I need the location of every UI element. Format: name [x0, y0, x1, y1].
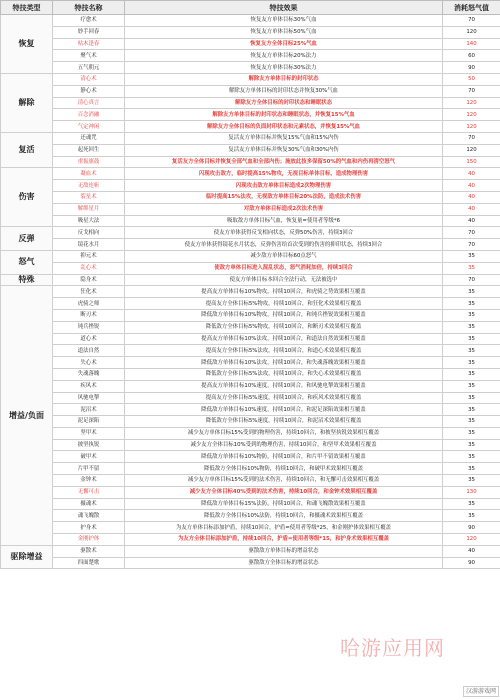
skill-effect-cell: 减少友方全体目标40%受到的法术伤害，持续10回合，和金钟术效果相互覆盖	[125, 486, 443, 498]
skill-effect-cell: 提高友方全体目标5%法攻，持续10回合，和道心术效果相互覆盖	[125, 345, 443, 357]
skill-name-cell: 隐身术	[53, 274, 125, 286]
table-row	[1, 345, 500, 357]
skill-cost-cell: 70	[443, 274, 500, 286]
table-row	[1, 274, 500, 286]
table-row	[1, 109, 500, 121]
skill-cost-cell: 140	[443, 38, 500, 50]
table-row	[1, 73, 500, 85]
category-cell: 解除	[1, 73, 53, 132]
table-row	[1, 203, 500, 215]
skill-cost-cell: 90	[443, 522, 500, 534]
skill-cost-cell: 40	[443, 180, 500, 192]
skill-effect-cell: 复活友方单体目标并恢复15%气血和15%内伤	[125, 132, 443, 144]
skill-effect-cell: 降低敌方单体目标15%法防，持续10回合，和魂飞魄散效果相互覆盖	[125, 498, 443, 510]
skill-effect-cell: 闪现攻击敌方，临时提高15%物攻，无视目标单体目标，造成物理伤害	[125, 168, 443, 180]
skill-name-cell: 无敌连斩	[53, 180, 125, 192]
table-row	[1, 97, 500, 109]
table-row	[1, 215, 500, 227]
table-row	[1, 26, 500, 38]
skill-name-cell: 聚气术	[53, 50, 125, 62]
table-row	[1, 510, 500, 522]
table-row	[1, 180, 500, 192]
table-row	[1, 439, 500, 451]
skill-effect-cell: 使友方单体目标本回合全法行动，无法被选中	[125, 274, 443, 286]
table-row	[1, 191, 500, 203]
table-row	[1, 227, 500, 239]
table-row	[1, 15, 500, 27]
skill-effect-cell: 降低敌方全体目标10%法防，持续10回合，和摄魂术效果相互覆盖	[125, 510, 443, 522]
table-row	[1, 557, 500, 569]
skill-name-cell: 气定神闲	[53, 121, 125, 133]
table-row	[1, 534, 500, 546]
skill-effect-cell: 解除友方单体目标的封印状态和睡眠状态，并恢复15%气血	[125, 109, 443, 121]
skill-name-cell: 失心术	[53, 357, 125, 369]
table-row	[1, 368, 500, 380]
skill-effect-cell: 恢复友方单体目标20%法力	[125, 50, 443, 62]
skill-name-cell: 抑元术	[53, 250, 125, 262]
skill-name-cell: 驱散术	[53, 545, 125, 557]
header-row	[1, 1, 500, 15]
skill-effect-cell: 使友方单体获得反戈相向状态，反弹50%伤害，持续3回合	[125, 227, 443, 239]
skill-effect-cell: 降低敌方全体目标5%物攻，持续10回合，和断刃术效果相互覆盖	[125, 321, 443, 333]
category-cell: 驱除增益	[1, 545, 53, 569]
table-row	[1, 463, 500, 475]
table-row	[1, 250, 500, 262]
table-row	[1, 309, 500, 321]
skill-name-cell: 金钟术	[53, 475, 125, 487]
skill-effect-cell: 恢复友方全体目标25%气血	[125, 38, 443, 50]
skill-effect-cell: 为友方全体目标添加护盾，持续10回合，护盾=使用者等级*15，和护身术效果相互覆盖	[125, 534, 443, 546]
skill-cost-cell: 35	[443, 368, 500, 380]
skill-effect-cell: 提高友方单体目标10%物攻，持续10回合，和虎骑之势效果相互覆盖	[125, 286, 443, 298]
skill-effect-cell: 解除友方全体目标的负面封印状态和元素状态，并恢复15%气血	[125, 121, 443, 133]
table-row	[1, 392, 500, 404]
header-name: 特技名称	[53, 1, 125, 15]
skill-name-cell: 解绑星月	[53, 203, 125, 215]
table-row	[1, 357, 500, 369]
skill-name-cell: 清心术	[53, 73, 125, 85]
skill-cost-cell: 35	[443, 392, 500, 404]
table-row	[1, 50, 500, 62]
skill-name-cell: 风驰电掣	[53, 392, 125, 404]
skill-cost-cell: 35	[443, 380, 500, 392]
header-type: 特技类型	[1, 1, 53, 15]
skill-cost-cell: 35	[443, 298, 500, 310]
skill-effect-cell: 复活友方全体目标并恢复全部气血和全部内伤；施放此技多保留50%的气血和内伤再清空怒气	[125, 156, 443, 168]
skill-effect-cell: 提高友方单体目标10%速度，持续10回合，和风驰电掣效果相互覆盖	[125, 380, 443, 392]
category-cell: 增益/负面	[1, 286, 53, 546]
skill-effect-cell: 驱散敌方全体目标的增益状态	[125, 557, 443, 569]
table-row	[1, 298, 500, 310]
category-cell: 复活	[1, 132, 53, 167]
skill-name-cell: 吸星大法	[53, 215, 125, 227]
skill-effect-cell: 降低敌方单体目标10%物防，持续10回合，和片甲不留效果相互覆盖	[125, 451, 443, 463]
skill-cost-cell: 120	[443, 121, 500, 133]
table-row	[1, 62, 500, 74]
skill-effect-cell: 解除友方单体目标的封印状态并恢复30%气血	[125, 85, 443, 97]
skill-name-cell: 四面楚歌	[53, 557, 125, 569]
category-cell: 特殊	[1, 274, 53, 286]
skill-name-cell: 百念消融	[53, 109, 125, 121]
skill-name-cell: 金刚护体	[53, 534, 125, 546]
table-row	[1, 286, 500, 298]
skill-name-cell: 道法自然	[53, 345, 125, 357]
header-effect: 特技效果	[125, 1, 443, 15]
table-row	[1, 38, 500, 50]
skill-cost-cell: 40	[443, 203, 500, 215]
skill-name-cell: 片甲不留	[53, 463, 125, 475]
skill-cost-cell: 90	[443, 557, 500, 569]
skill-name-cell: 无懈可击	[53, 486, 125, 498]
skill-effect-cell: 降低敌方单体目标10%物攻，持续10回合，和钝兵挫锐效果相互覆盖	[125, 309, 443, 321]
category-cell: 反弹	[1, 227, 53, 251]
skill-effect-cell: 对敌方单体目标造成2次法术伤害	[125, 203, 443, 215]
skill-name-cell: 清心真言	[53, 97, 125, 109]
skill-cost-cell: 35	[443, 439, 500, 451]
skill-cost-cell: 35	[443, 404, 500, 416]
skill-effect-cell: 恢复友方单体目标50%气血	[125, 26, 443, 38]
skill-cost-cell: 35	[443, 333, 500, 345]
skill-cost-cell: 35	[443, 286, 500, 298]
skill-cost-cell: 35	[443, 451, 500, 463]
skill-effect-cell: 吸取敌方单体目标气血，恢复量=使用者等级*6	[125, 215, 443, 227]
skill-cost-cell: 35	[443, 321, 500, 333]
skill-effect-cell: 恢复友方单体目标30%气血	[125, 15, 443, 27]
skill-effect-cell: 驱散敌方单体目标的增益状态	[125, 545, 443, 557]
category-cell: 伤害	[1, 168, 53, 227]
skill-cost-cell: 35	[443, 250, 500, 262]
skill-name-cell: 重振旗鼓	[53, 156, 125, 168]
skill-cost-cell: 70	[443, 15, 500, 27]
skill-effect-cell: 复活友方单体目标并恢复30%气血和30%内伤	[125, 144, 443, 156]
skill-effect-cell: 提高友方全体目标5%物攻，持续10回合，和狂化术效果相互覆盖	[125, 298, 443, 310]
skill-name-cell: 枯木逢春	[53, 38, 125, 50]
skill-cost-cell: 130	[443, 486, 500, 498]
skill-name-cell: 裂星术	[53, 191, 125, 203]
skill-cost-cell: 120	[443, 26, 500, 38]
skill-effect-cell: 降低敌方全体目标5%速度，持续10回合，和泥沼术效果相互覆盖	[125, 416, 443, 428]
skill-cost-cell: 35	[443, 498, 500, 510]
skill-name-cell: 狂化术	[53, 286, 125, 298]
skill-name-cell: 镜花水月	[53, 239, 125, 251]
watermark-text: 哈游应用网	[340, 636, 445, 660]
skill-name-cell: 失魂落魄	[53, 368, 125, 380]
table-row	[1, 121, 500, 133]
table-row	[1, 262, 500, 274]
skill-effect-cell: 提高友方全体目标5%速度，持续10回合，和疾风术效果相互覆盖	[125, 392, 443, 404]
skill-effect-cell: 使友方单体获得镜花水月状态，反弹伤害给首次受到的伤害的抑印状态，持续3回合	[125, 239, 443, 251]
skill-cost-cell: 70	[443, 85, 500, 97]
skill-effect-cell: 临时提高15%法攻，无视敌方单体目标20%法防，造成法术伤害	[125, 191, 443, 203]
skill-name-cell: 魂飞魄散	[53, 510, 125, 522]
skill-effect-cell: 解除友方单体目标的封印状态	[125, 73, 443, 85]
table-row	[1, 522, 500, 534]
skill-name-cell: 坚甲术	[53, 427, 125, 439]
skill-cost-cell: 90	[443, 62, 500, 74]
table-row	[1, 380, 500, 392]
skill-cost-cell: 120	[443, 109, 500, 121]
skill-table-body	[1, 15, 500, 569]
skill-cost-cell: 35	[443, 510, 500, 522]
skill-effect-cell: 降低敌方单体目标10%速度，持续10回合，和泥足深陷效果相互覆盖	[125, 404, 443, 416]
skill-name-cell: 五气朝元	[53, 62, 125, 74]
skill-cost-cell: 70	[443, 239, 500, 251]
skill-cost-cell: 150	[443, 156, 500, 168]
skill-effect-cell: 提高友方单体目标10%法攻，持续10回合，和道法自然效果相互覆盖	[125, 333, 443, 345]
header-cost: 消耗怒气值	[443, 1, 500, 15]
skill-cost-cell: 35	[443, 463, 500, 475]
skill-cost-cell: 60	[443, 50, 500, 62]
table-row	[1, 427, 500, 439]
skill-cost-cell: 35	[443, 357, 500, 369]
skill-effect-cell: 减少敌方单体目标60点怒气	[125, 250, 443, 262]
table-row	[1, 451, 500, 463]
table-row	[1, 239, 500, 251]
category-cell: 恢复	[1, 15, 53, 74]
skill-effect-cell: 减少友方全体目标10%受到的物理伤害，持续10回合，和坚甲术效果相互覆盖	[125, 439, 443, 451]
skill-cost-cell: 120	[443, 144, 500, 156]
skill-name-cell: 疾风术	[53, 380, 125, 392]
table-row	[1, 475, 500, 487]
skill-effect-cell: 为友方单体目标添加护盾，持续10回合，护盾=使用者等级*25，和金刚护体效果相互覆盖	[125, 522, 443, 534]
skill-effect-cell: 闪现攻击敌方单体目标造成2次物理伤害	[125, 180, 443, 192]
skill-effect-cell: 降低敌方全体目标10%物防，持续10回合，和破甲术效果相互覆盖	[125, 463, 443, 475]
skill-name-cell: 泥足深陷	[53, 416, 125, 428]
skill-cost-cell: 120	[443, 534, 500, 546]
skill-cost-cell: 70	[443, 132, 500, 144]
category-cell: 怒气	[1, 250, 53, 274]
skill-name-cell: 断刃术	[53, 309, 125, 321]
table-row	[1, 321, 500, 333]
skill-effect-cell: 使敌方单体目标进入混乱状态，怒气消耗加倍，持续3回合	[125, 262, 443, 274]
skill-effect-cell: 减少友方单体目标15%受到的法术伤害，持续10回合，和无懈可击效果相互覆盖	[125, 475, 443, 487]
skill-effect-cell: 降低敌方单体目标10%法攻，持续10回合，和失魂落魄效果相互覆盖	[125, 357, 443, 369]
skill-cost-cell: 35	[443, 427, 500, 439]
skill-name-cell: 钝兵挫锐	[53, 321, 125, 333]
table-row	[1, 404, 500, 416]
table-row	[1, 156, 500, 168]
skill-name-cell: 泥沼术	[53, 404, 125, 416]
skill-name-cell: 反戈相向	[53, 227, 125, 239]
skill-effect-cell: 减少友方单体目标15%受到的物理伤害，持续10回合，和披坚执锐效果相互覆盖	[125, 427, 443, 439]
skill-cost-cell: 35	[443, 345, 500, 357]
skill-name-cell: 起死回生	[53, 144, 125, 156]
watermark-badge: 汉游游戏网	[463, 686, 499, 697]
skill-cost-cell: 35	[443, 416, 500, 428]
skill-cost-cell: 35	[443, 475, 500, 487]
skill-name-cell: 凝血术	[53, 168, 125, 180]
skill-effect-cell: 解除友方全体目标的封印状态和睡眠状态	[125, 97, 443, 109]
skill-name-cell: 静心术	[53, 85, 125, 97]
table-row	[1, 168, 500, 180]
skill-name-cell: 疗愈术	[53, 15, 125, 27]
skill-cost-cell: 40	[443, 215, 500, 227]
skill-name-cell: 破甲术	[53, 451, 125, 463]
skill-cost-cell: 50	[443, 73, 500, 85]
skill-name-cell: 披坚执锐	[53, 439, 125, 451]
skill-name-cell: 虎骑之师	[53, 298, 125, 310]
table-row	[1, 144, 500, 156]
table-row	[1, 132, 500, 144]
skill-cost-cell: 40	[443, 168, 500, 180]
skill-name-cell: 乱心术	[53, 262, 125, 274]
skill-effect-cell: 恢复友方单体目标30%法力	[125, 62, 443, 74]
skill-cost-cell: 35	[443, 262, 500, 274]
skill-name-cell: 妙手回春	[53, 26, 125, 38]
skill-cost-cell: 70	[443, 227, 500, 239]
skill-name-cell: 道心术	[53, 333, 125, 345]
skill-effect-cell: 降低敌方全体目标5%法攻，持续10回合，和失心术效果相互覆盖	[125, 368, 443, 380]
table-row	[1, 486, 500, 498]
table-row	[1, 498, 500, 510]
skill-cost-cell: 35	[443, 309, 500, 321]
skill-cost-cell: 40	[443, 545, 500, 557]
table-row	[1, 416, 500, 428]
skill-cost-cell: 40	[443, 191, 500, 203]
table-row	[1, 333, 500, 345]
skill-name-cell: 护身术	[53, 522, 125, 534]
table-row	[1, 545, 500, 557]
skill-name-cell: 还魂咒	[53, 132, 125, 144]
skill-cost-cell: 120	[443, 97, 500, 109]
table-row	[1, 85, 500, 97]
skill-name-cell: 摄魂术	[53, 498, 125, 510]
